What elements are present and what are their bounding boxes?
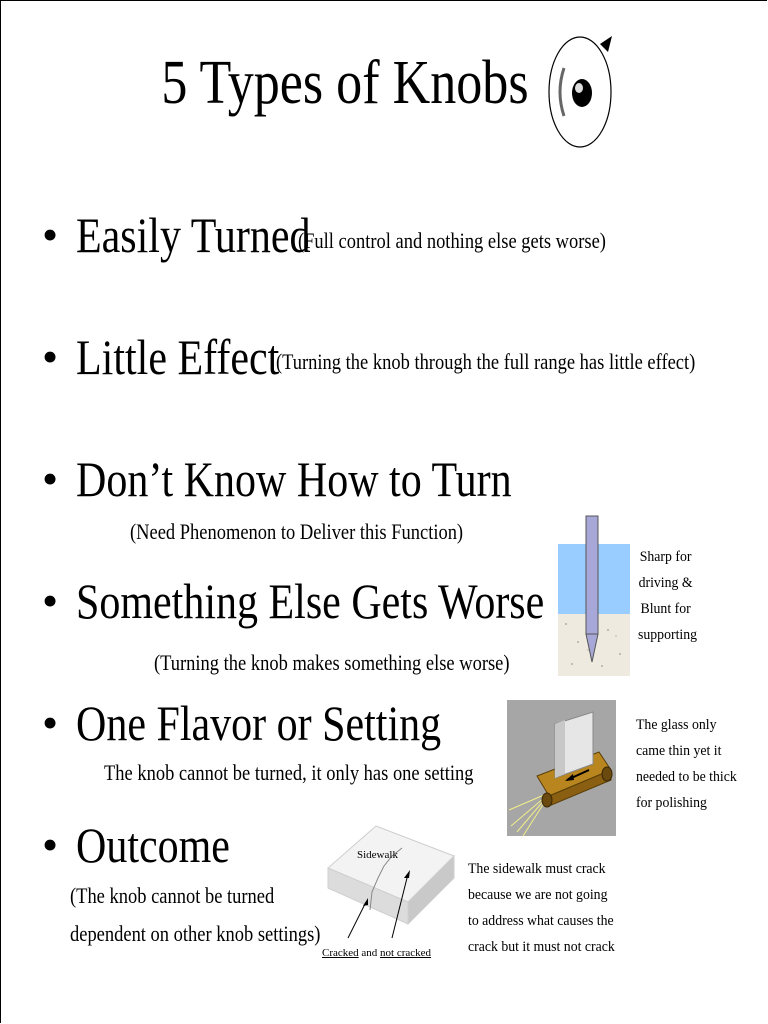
nail-caption-line3: Blunt for <box>640 601 691 617</box>
cracked-sidewalk-illustration <box>322 822 462 942</box>
nail-caption <box>638 544 698 648</box>
bullet-3: • <box>42 453 59 504</box>
glass-caption-line3: needed to be thick <box>636 769 737 785</box>
item-note-dont-know: (Need Phenomenon to Deliver this Function) <box>130 519 464 544</box>
item-note-outcome-line1: (The knob cannot be turned <box>70 883 275 908</box>
glass-on-roller-illustration <box>507 700 616 836</box>
cracked-label: Cracked <box>322 947 359 959</box>
bullet-6: • <box>42 819 59 870</box>
sidewalk-label: Sidewalk <box>357 849 398 861</box>
item-note-something-else: (Turning the knob makes something else worse) <box>154 650 510 675</box>
and-label: and <box>361 947 378 959</box>
sidewalk-caption-line4: crack but it must not crack <box>468 939 615 955</box>
item-note-one-flavor: The knob cannot be turned, it only has one setting <box>104 760 474 785</box>
sidewalk-caption-line2: because we are not going <box>468 887 608 903</box>
bullet-4: • <box>42 575 59 626</box>
glass-caption-line2: came thin yet it <box>636 743 722 759</box>
nail-in-ground-illustration <box>558 514 630 676</box>
glass-caption <box>636 712 737 816</box>
item-heading-one-flavor: One Flavor or Setting <box>76 695 442 751</box>
item-heading-dont-know: Don’t Know How to Turn <box>76 451 512 507</box>
item-heading-something-else: Something Else Gets Worse <box>76 573 545 629</box>
bullet-2: • <box>42 331 59 382</box>
slide-title: 5 Types of Knobs <box>161 49 529 117</box>
item-note-little-effect: (Turning the knob through the full range has little effect) <box>276 349 696 374</box>
not-cracked-label: not cracked <box>380 947 432 959</box>
nail-caption-line2: driving & <box>638 575 693 591</box>
item-heading-outcome: Outcome <box>76 817 230 873</box>
item-heading-little-effect: Little Effect <box>76 329 280 385</box>
sidewalk-caption-line3: to address what causes the <box>468 913 614 929</box>
bullet-5: • <box>42 697 59 748</box>
sidewalk-caption-line1: The sidewalk must crack <box>468 861 606 877</box>
item-note-easily-turned: (Full control and nothing else gets worse) <box>298 228 606 253</box>
nail-caption-line1: Sharp for <box>639 549 692 565</box>
knob-icon <box>546 30 618 150</box>
bullet-1: • <box>42 209 59 260</box>
sidewalk-caption <box>468 856 615 960</box>
item-note-outcome-line2: dependent on other knob settings) <box>70 921 321 946</box>
sidewalk-legend <box>322 947 431 959</box>
glass-caption-line4: for polishing <box>636 795 707 811</box>
nail-caption-line4: supporting <box>638 627 698 643</box>
glass-caption-line1: The glass only <box>636 717 717 733</box>
item-heading-easily-turned: Easily Turned <box>76 207 311 263</box>
